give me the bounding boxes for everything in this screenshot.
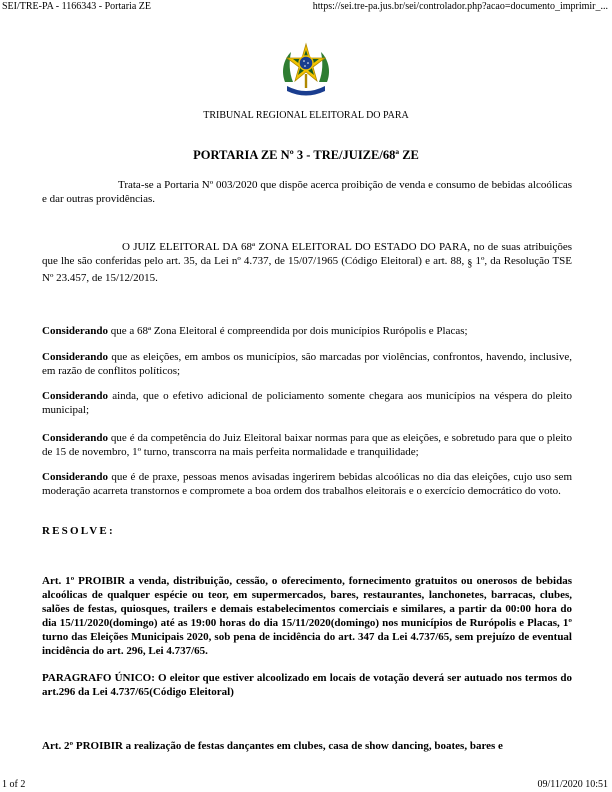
section-sign: § — [467, 258, 473, 269]
organization-name: TRIBUNAL REGIONAL ELEITORAL DO PARA — [203, 110, 409, 121]
preamble-text: O JUIZ ELEITORAL DA 68ª ZONA ELEITORAL DO ESTADO DO PARA, no de suas atribuições que lhe são conferidas pelo art. 35, da Lei nº 4.737, de 15/07/1965 (Código Eleitoral) e art. 88, — [42, 241, 572, 267]
considerando-keyword: Considerando — [42, 471, 109, 483]
article-1: Art. 1º PROIBIR a venda, distribuição, cessão, o oferecimento, fornecimento gratuitos ou onerosos de bebidas alcoólicas de qualquer espécie ou teor, em supermercados, bares, restaurantes, lanchonetes, barracas, clubes, salões de festas, quiosques, trailers e demais estabelecimentos comerciais e similares, a partir da 00:00 hora do dia 15/11/2020(domingo) até as 19:00 horas do dia 15/11/2020(domingo) nos municípios de Rurópolis e Placas, 1º turno das Eleições Municipais 2020, sob pena de incidência do art. 347 da Lei 4.737/65, sem prejuízo de eventual incidência do art. 296, Lei 4.737/65. — [42, 575, 572, 657]
considerando-3 — [42, 389, 572, 417]
browser-header-title: SEI/TRE-PA - 1166343 - Portaria ZE — [2, 1, 151, 12]
document-title: PORTARIA ZE Nº 3 - TRE/JUIZE/68ª ZE — [193, 148, 419, 162]
article-2: Art. 2º PROIBIR a realização de festas dançantes em clubes, casa de show dancing, boates, bares e — [42, 740, 503, 752]
considerando-keyword: Considerando — [42, 351, 109, 363]
print-timestamp: 09/11/2020 10:51 — [537, 779, 608, 790]
considerando-text: que a 68ª Zona Eleitoral é compreendida por dois municípios Rurópolis e Placas; — [108, 325, 468, 337]
considerando-5 — [42, 470, 572, 498]
considerando-keyword: Considerando — [42, 390, 109, 402]
considerando-4 — [42, 431, 572, 459]
considerando-1 — [42, 324, 572, 338]
considerando-keyword: Considerando — [42, 325, 109, 337]
browser-header-url: https://sei.tre-pa.jus.br/sei/controlador.php?acao=documento_imprimir_... — [312, 1, 608, 12]
brazil-coat-of-arms-icon — [279, 42, 333, 98]
considerando-2 — [42, 350, 572, 378]
preamble-paragraph — [42, 240, 572, 285]
paragrafo-unico: PARAGRAFO ÚNICO: O eleitor que estiver alcoolizado em locais de votação deverá ser autuado nos termos do art.296 da Lei 4.737/65(Código Eleitoral) — [42, 672, 572, 698]
considerando-text: que é de praxe, pessoas menos avisadas ingerirem bebidas alcoólicas no dia das eleições, cujo uso sem moderação acarreta transtornos e compromete a boa ordem dos trabalhos eleitorais e o exercício democrático do voto. — [42, 471, 572, 497]
considerando-text: que as eleições, em ambos os municípios, são marcadas por violências, confrontos, havendo, inclusive, em razão de conflitos políticos; — [42, 351, 572, 377]
considerando-keyword: Considerando — [42, 432, 109, 444]
summary-paragraph: Trata-se a Portaria Nº 003/2020 que dispõe acerca proibição de venda e consumo de bebidas alcoólicas e dar outras providências. — [42, 179, 572, 205]
considerando-text: que é da competência do Juiz Eleitoral baixar normas para que as eleições, e sobretudo para que o pleito de 15 de novembro, 1º turno, transcorra na mais perfeita normalidade e tranquilidade; — [42, 432, 572, 458]
preamble-end: 1º, da Resolução TSE Nº 23.457, de 15/12/2015. — [42, 255, 573, 284]
considerando-text: ainda, que o efetivo adicional de policiamento somente chegara aos municípios na véspera do pleito municipal; — [42, 390, 572, 416]
resolve-heading: RESOLVE: — [42, 525, 115, 537]
page-counter: 1 of 2 — [2, 779, 26, 790]
